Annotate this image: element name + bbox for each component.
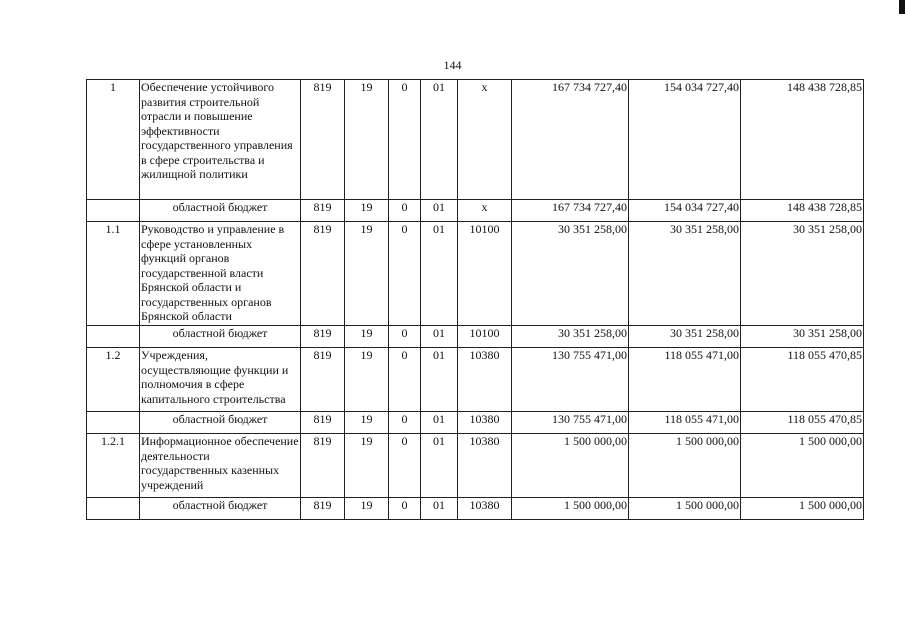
row-number-cell: 1.2.1: [87, 434, 140, 498]
table-subtotal-row: [87, 498, 864, 520]
row-number-cell: [87, 326, 140, 348]
row-name-cell: Учреждения, осуществляющие функции и полномочия в сфере капитального строительства: [140, 348, 301, 412]
amount-cell: 30 351 258,00: [741, 222, 864, 326]
row-number-cell: [87, 200, 140, 222]
amount-cell: 30 351 258,00: [512, 222, 629, 326]
row-number-cell: 1.1: [87, 222, 140, 326]
amount-cell: 118 055 471,00: [629, 348, 741, 412]
code-cell: 19: [345, 348, 389, 412]
row-name-cell: Обеспечение устойчивого развития строительной отрасли и повышение эффективности государственного управления в сфере строительства и жилищной политики: [140, 80, 301, 200]
budget-table: [86, 79, 864, 520]
code-cell: 10380: [458, 434, 512, 498]
row-name-cell: Информационное обеспечение деятельности государственных казенных учреждений: [140, 434, 301, 498]
row-number-cell: [87, 412, 140, 434]
code-cell: 0: [389, 326, 421, 348]
code-cell: 0: [389, 348, 421, 412]
code-cell: 01: [421, 498, 458, 520]
code-cell: 819: [301, 326, 345, 348]
code-cell: х: [458, 200, 512, 222]
code-cell: 819: [301, 348, 345, 412]
code-cell: 19: [345, 326, 389, 348]
amount-cell: 30 351 258,00: [629, 326, 741, 348]
code-cell: 0: [389, 222, 421, 326]
amount-cell: 30 351 258,00: [741, 326, 864, 348]
table-subtotal-row: [87, 326, 864, 348]
amount-cell: 130 755 471,00: [512, 412, 629, 434]
code-cell: 0: [389, 80, 421, 200]
amount-cell: 118 055 471,00: [629, 412, 741, 434]
row-name-cell: областной бюджет: [140, 498, 301, 520]
amount-cell: 1 500 000,00: [629, 434, 741, 498]
amount-cell: 118 055 470,85: [741, 348, 864, 412]
row-name-cell: Руководство и управление в сфере установленных функций органов государственной власти Брянской области и государственных органов Брянской области: [140, 222, 301, 326]
code-cell: 01: [421, 348, 458, 412]
code-cell: 0: [389, 412, 421, 434]
code-cell: 19: [345, 200, 389, 222]
amount-cell: 1 500 000,00: [629, 498, 741, 520]
code-cell: 19: [345, 80, 389, 200]
amount-cell: 1 500 000,00: [512, 434, 629, 498]
amount-cell: 130 755 471,00: [512, 348, 629, 412]
code-cell: 10380: [458, 498, 512, 520]
page-number: 144: [443, 58, 462, 72]
code-cell: 819: [301, 80, 345, 200]
code-cell: 819: [301, 434, 345, 498]
amount-cell: 30 351 258,00: [512, 326, 629, 348]
code-cell: 01: [421, 326, 458, 348]
code-cell: 819: [301, 222, 345, 326]
amount-cell: 148 438 728,85: [741, 80, 864, 200]
code-cell: 19: [345, 434, 389, 498]
code-cell: 0: [389, 434, 421, 498]
table-subtotal-row: [87, 412, 864, 434]
scan-edge-mark: [899, 0, 905, 14]
code-cell: 819: [301, 412, 345, 434]
code-cell: х: [458, 80, 512, 200]
code-cell: 0: [389, 200, 421, 222]
amount-cell: 1 500 000,00: [512, 498, 629, 520]
code-cell: 01: [421, 80, 458, 200]
table-row: [87, 80, 864, 200]
amount-cell: 1 500 000,00: [741, 498, 864, 520]
code-cell: 10100: [458, 222, 512, 326]
table-row: [87, 348, 864, 412]
code-cell: 10380: [458, 412, 512, 434]
amount-cell: 154 034 727,40: [629, 80, 741, 200]
code-cell: 819: [301, 200, 345, 222]
code-cell: 01: [421, 434, 458, 498]
code-cell: 0: [389, 498, 421, 520]
amount-cell: 167 734 727,40: [512, 200, 629, 222]
row-number-cell: 1: [87, 80, 140, 200]
row-number-cell: [87, 498, 140, 520]
amount-cell: 148 438 728,85: [741, 200, 864, 222]
code-cell: 19: [345, 222, 389, 326]
amount-cell: 1 500 000,00: [741, 434, 864, 498]
row-number-cell: 1.2: [87, 348, 140, 412]
table-row: [87, 222, 864, 326]
code-cell: 19: [345, 498, 389, 520]
code-cell: 01: [421, 200, 458, 222]
amount-cell: 30 351 258,00: [629, 222, 741, 326]
amount-cell: 154 034 727,40: [629, 200, 741, 222]
amount-cell: 118 055 470,85: [741, 412, 864, 434]
table-row: [87, 434, 864, 498]
row-name-cell: областной бюджет: [140, 412, 301, 434]
code-cell: 10100: [458, 326, 512, 348]
code-cell: 819: [301, 498, 345, 520]
code-cell: 01: [421, 222, 458, 326]
table-subtotal-row: [87, 200, 864, 222]
code-cell: 10380: [458, 348, 512, 412]
row-name-cell: областной бюджет: [140, 200, 301, 222]
amount-cell: 167 734 727,40: [512, 80, 629, 200]
code-cell: 01: [421, 412, 458, 434]
code-cell: 19: [345, 412, 389, 434]
row-name-cell: областной бюджет: [140, 326, 301, 348]
